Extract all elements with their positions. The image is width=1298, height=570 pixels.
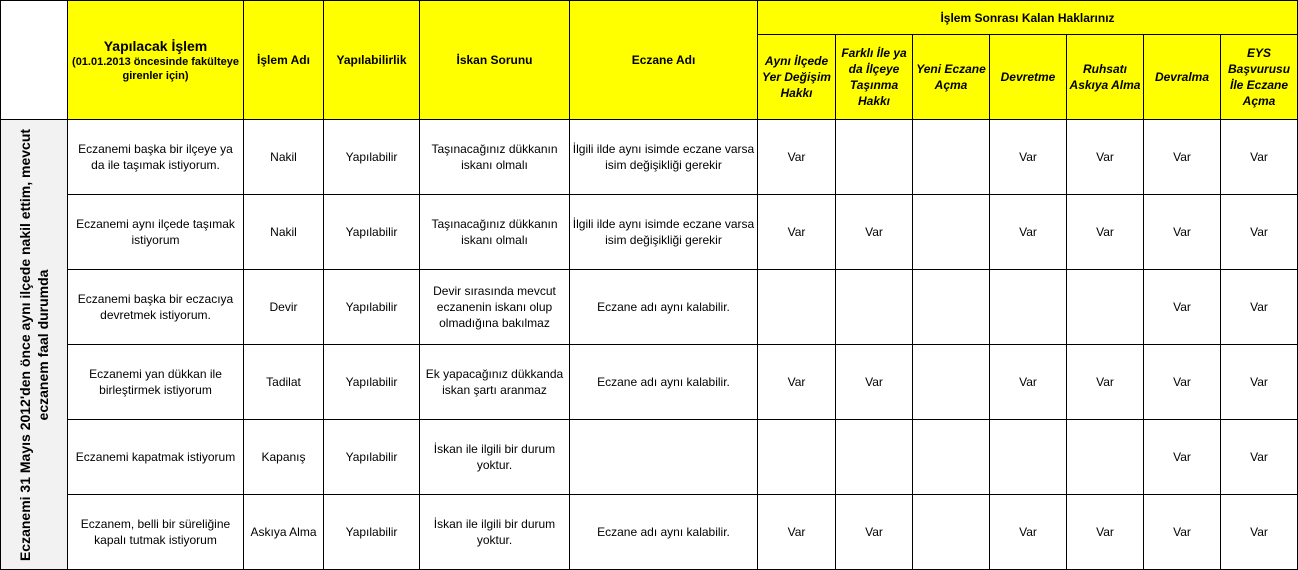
cell-right-7: Var — [1221, 420, 1298, 495]
cell-right-7: Var — [1221, 495, 1298, 570]
header-yapilabilirlik: Yapılabilirlik — [324, 1, 420, 120]
cell-right-1: Var — [758, 495, 836, 570]
cell-right-2: Var — [836, 345, 913, 420]
header-islem-adi: İşlem Adı — [244, 1, 324, 120]
table-row — [1, 195, 1298, 270]
cell-eczane-adi: Eczane adı aynı kalabilir. — [570, 345, 758, 420]
cell-right-1: Var — [758, 195, 836, 270]
cell-right-6: Var — [1144, 420, 1221, 495]
side-label-cell — [1, 120, 68, 570]
header-right-5: Ruhsatı Askıya Alma — [1067, 35, 1144, 120]
cell-right-1 — [758, 420, 836, 495]
cell-islem-adi: Devir — [244, 270, 324, 345]
cell-right-7: Var — [1221, 195, 1298, 270]
corner-cell — [1, 1, 68, 120]
cell-right-5 — [1067, 270, 1144, 345]
cell-right-5 — [1067, 420, 1144, 495]
table-row — [1, 495, 1298, 570]
header-right-7: EYS Başvurusu İle Eczane Açma — [1221, 35, 1298, 120]
cell-iskan: Taşınacağınız dükkanın iskanı olmalı — [420, 120, 570, 195]
cell-islem-adi: Kapanış — [244, 420, 324, 495]
table-row — [1, 420, 1298, 495]
cell-right-3 — [913, 120, 990, 195]
table-row — [1, 120, 1298, 195]
cell-right-2 — [836, 420, 913, 495]
header-right-6: Devralma — [1144, 35, 1221, 120]
cell-right-6: Var — [1144, 345, 1221, 420]
cell-right-5: Var — [1067, 495, 1144, 570]
cell-right-7: Var — [1221, 120, 1298, 195]
header-yapilacak-islem-note: (01.01.2013 öncesinde fakülteye girenler için) — [72, 56, 239, 82]
cell-right-5: Var — [1067, 345, 1144, 420]
header-right-2: Farklı İle ya da İlçeye Taşınma Hakkı — [836, 35, 913, 120]
cell-eczane-adi — [570, 420, 758, 495]
cell-iskan: İskan ile ilgili bir durum yoktur. — [420, 420, 570, 495]
cell-islem: Eczanemi aynı ilçede taşımak istiyorum — [68, 195, 244, 270]
header-right-3: Yeni Eczane Açma — [913, 35, 990, 120]
cell-yapilabilirlik: Yapılabilir — [324, 345, 420, 420]
cell-right-4 — [990, 420, 1067, 495]
cell-islem-adi: Nakil — [244, 195, 324, 270]
cell-right-4: Var — [990, 495, 1067, 570]
cell-islem: Eczanemi başka bir eczacıya devretmek istiyorum. — [68, 270, 244, 345]
cell-right-6: Var — [1144, 270, 1221, 345]
cell-yapilabilirlik: Yapılabilir — [324, 270, 420, 345]
cell-islem-adi: Tadilat — [244, 345, 324, 420]
cell-iskan: Taşınacağınız dükkanın iskanı olmalı — [420, 195, 570, 270]
cell-eczane-adi: Eczane adı aynı kalabilir. — [570, 495, 758, 570]
cell-right-3 — [913, 345, 990, 420]
table-row — [1, 345, 1298, 420]
cell-right-1 — [758, 270, 836, 345]
cell-right-5: Var — [1067, 120, 1144, 195]
cell-islem: Eczanemi yan dükkan ile birleştirmek istiyorum — [68, 345, 244, 420]
cell-yapilabilirlik: Yapılabilir — [324, 495, 420, 570]
cell-yapilabilirlik: Yapılabilir — [324, 120, 420, 195]
cell-islem: Eczanem, belli bir süreliğine kapalı tutmak istiyorum — [68, 495, 244, 570]
cell-right-5: Var — [1067, 195, 1144, 270]
side-label: Eczanemi 31 Mayıs 2012'den önce aynı ilçede nakil ettim, mevcut eczanem faal durumda — [17, 128, 51, 561]
cell-right-4: Var — [990, 195, 1067, 270]
cell-right-6: Var — [1144, 120, 1221, 195]
header-right-1: Aynı İlçede Yer Değişim Hakkı — [758, 35, 836, 120]
header-yapilacak-islem — [68, 1, 244, 120]
cell-right-1: Var — [758, 345, 836, 420]
cell-eczane-adi: İlgili ilde aynı isimde eczane varsa isim değişikliği gerekir — [570, 195, 758, 270]
cell-right-3 — [913, 495, 990, 570]
cell-right-6: Var — [1144, 495, 1221, 570]
header-yapilacak-islem-label: Yapılacak İşlem — [103, 38, 208, 54]
cell-islem-adi: Nakil — [244, 120, 324, 195]
cell-right-6: Var — [1144, 195, 1221, 270]
cell-iskan: İskan ile ilgili bir durum yoktur. — [420, 495, 570, 570]
cell-right-3 — [913, 270, 990, 345]
cell-right-4: Var — [990, 120, 1067, 195]
cell-iskan: Devir sırasında mevcut eczanenin iskanı olup olmadığına bakılmaz — [420, 270, 570, 345]
cell-yapilabilirlik: Yapılabilir — [324, 420, 420, 495]
header-eczane-adi: Eczane Adı — [570, 1, 758, 120]
cell-right-4: Var — [990, 345, 1067, 420]
cell-iskan: Ek yapacağınız dükkanda iskan şartı aranmaz — [420, 345, 570, 420]
cell-right-2: Var — [836, 195, 913, 270]
table-row — [1, 270, 1298, 345]
cell-right-7: Var — [1221, 345, 1298, 420]
cell-right-3 — [913, 195, 990, 270]
cell-right-4 — [990, 270, 1067, 345]
header-group-title: İşlem Sonrası Kalan Haklarınız — [758, 1, 1298, 35]
cell-eczane-adi: Eczane adı aynı kalabilir. — [570, 270, 758, 345]
cell-right-1: Var — [758, 120, 836, 195]
cell-yapilabilirlik: Yapılabilir — [324, 195, 420, 270]
cell-right-7: Var — [1221, 270, 1298, 345]
cell-right-2 — [836, 120, 913, 195]
header-iskan-sorunu: İskan Sorunu — [420, 1, 570, 120]
cell-eczane-adi: İlgili ilde aynı isimde eczane varsa isim değişikliği gerekir — [570, 120, 758, 195]
cell-islem-adi: Askıya Alma — [244, 495, 324, 570]
cell-right-2 — [836, 270, 913, 345]
cell-islem: Eczanemi kapatmak istiyorum — [68, 420, 244, 495]
cell-islem: Eczanemi başka bir ilçeye ya da ile taşımak istiyorum. — [68, 120, 244, 195]
cell-right-2: Var — [836, 495, 913, 570]
cell-right-3 — [913, 420, 990, 495]
header-right-4: Devretme — [990, 35, 1067, 120]
